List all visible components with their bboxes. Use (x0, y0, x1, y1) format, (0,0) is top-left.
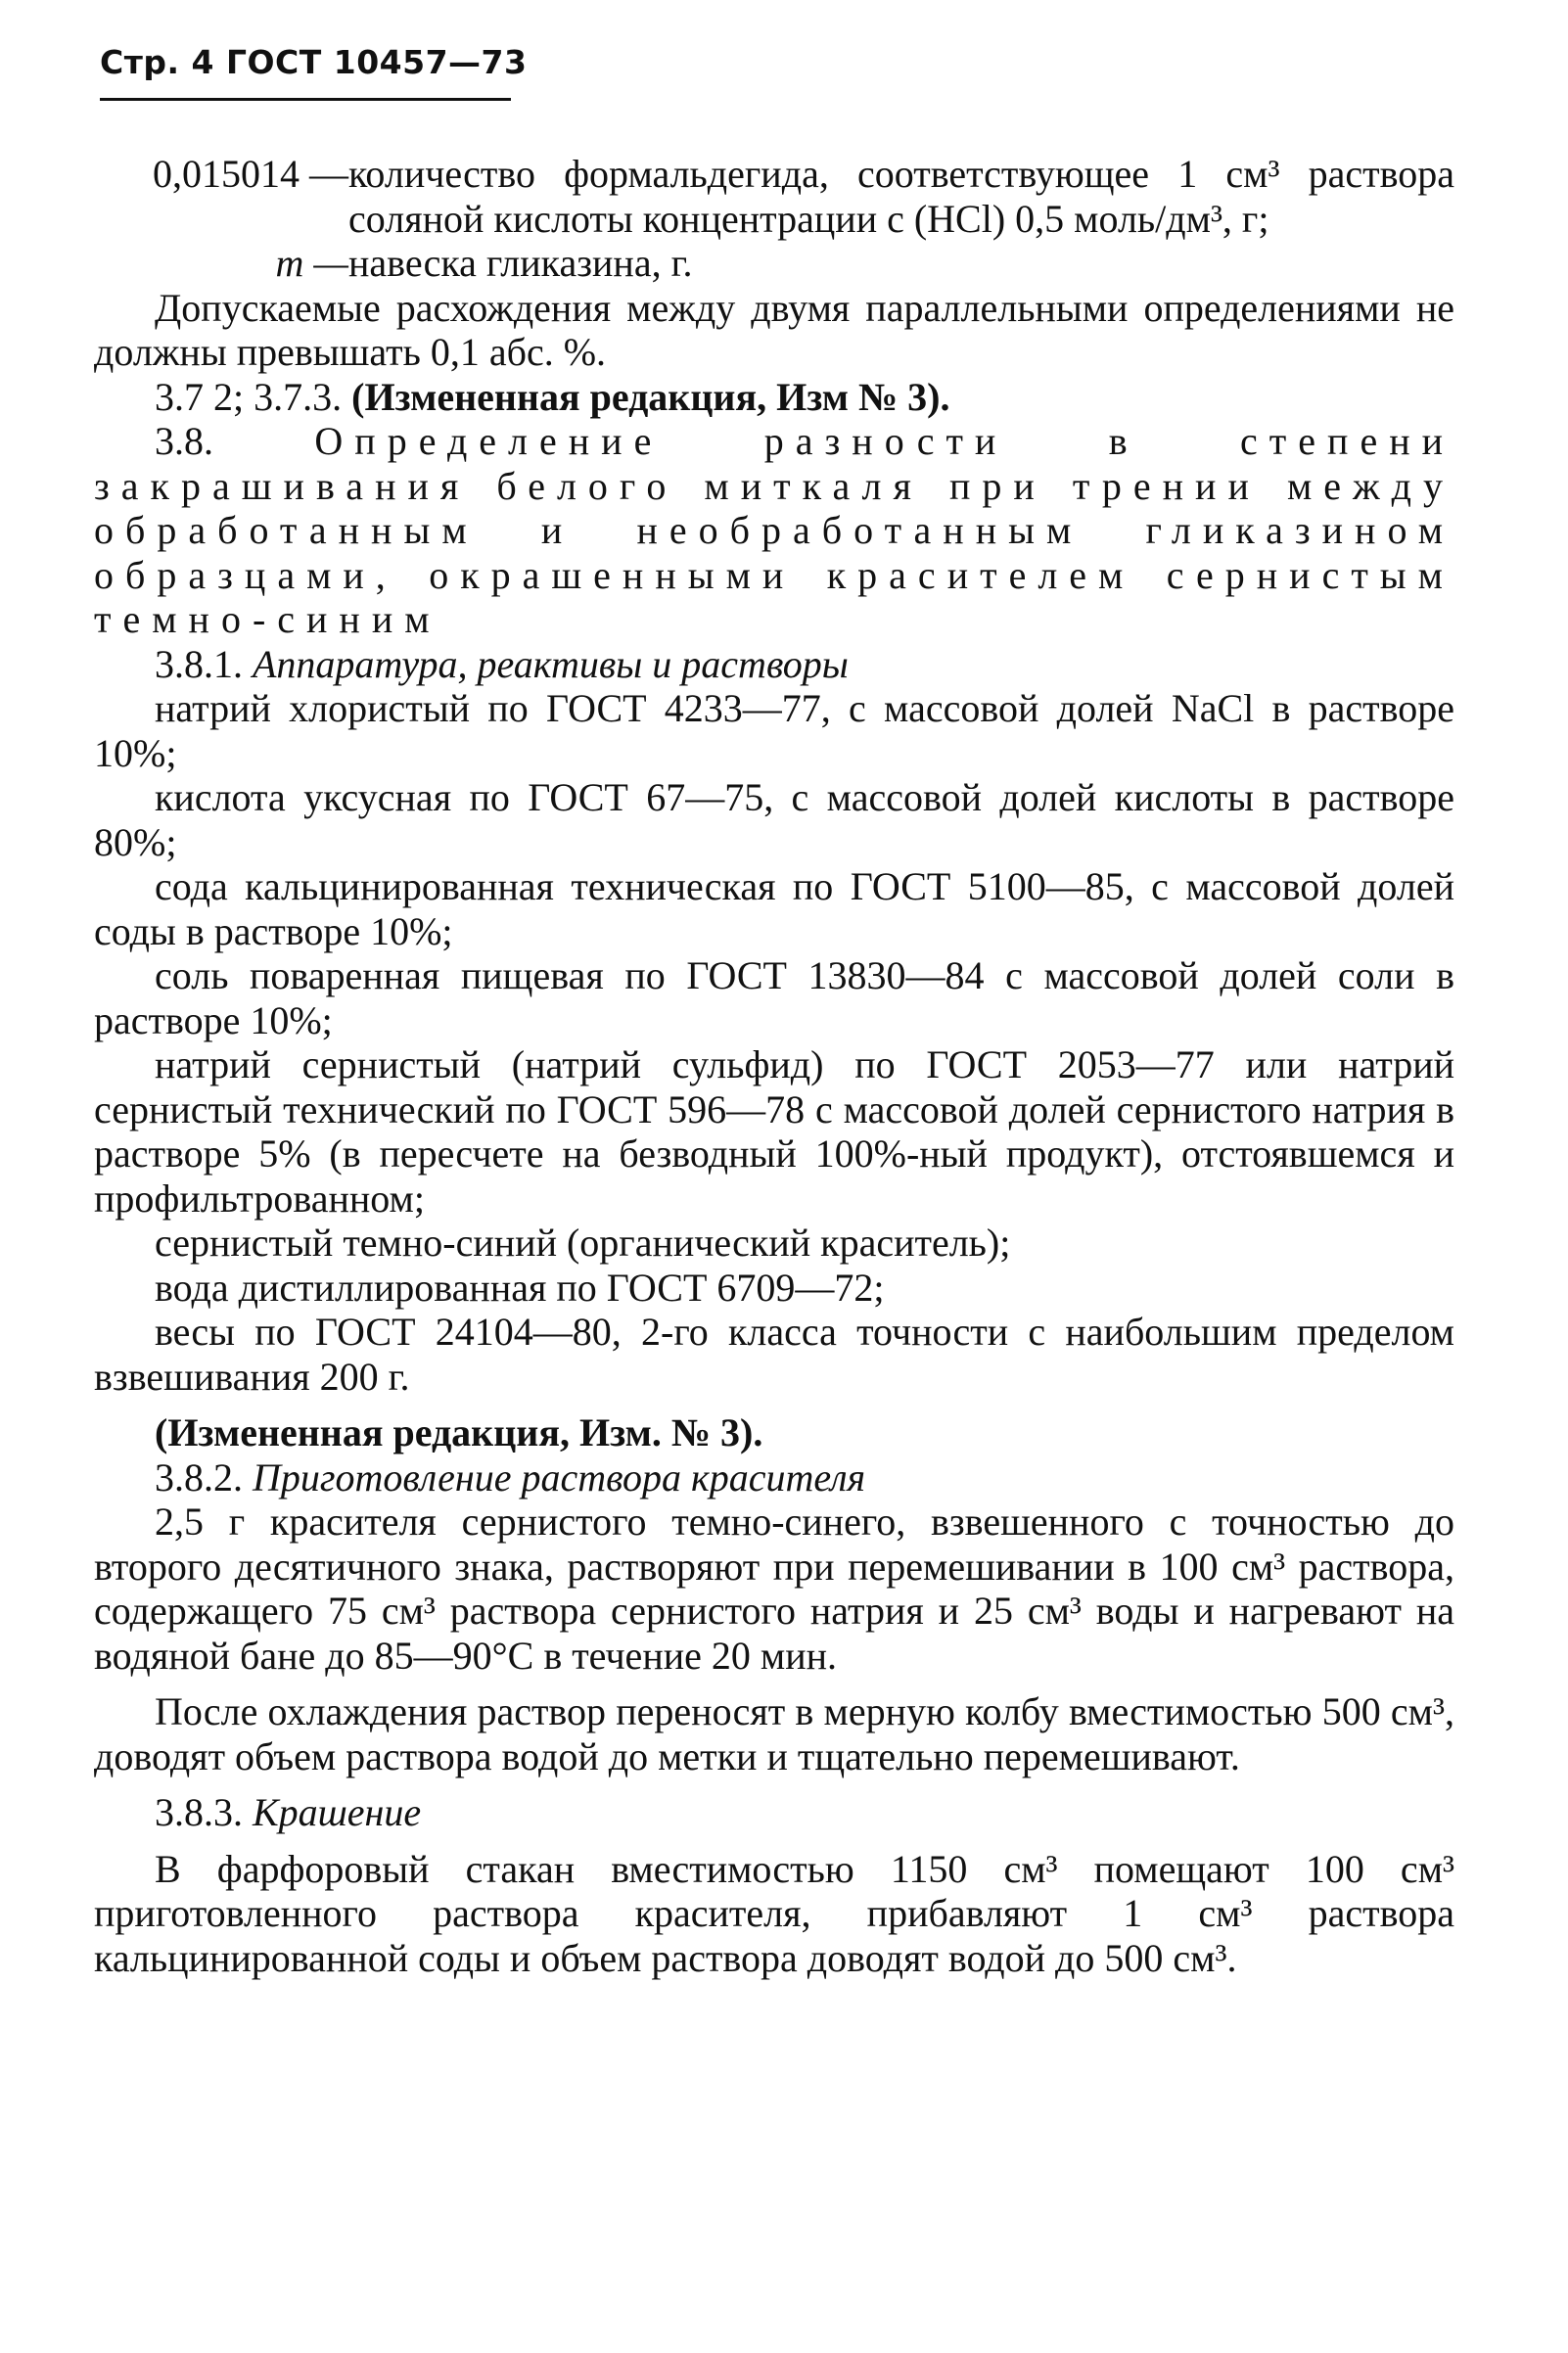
section-title: Приготовление раствора красителя (253, 1454, 866, 1499)
legend-text: количество формальдегида, соответствующее 1 см³ раствора соляной кислоты концентрации с (HCl) 0,5 моль/дм³, г; (348, 152, 1454, 241)
section-title: Аппаратура, реактивы и растворы (253, 641, 849, 686)
reagent-item: натрий сернистый (натрий сульфид) по ГОСТ 2053—77 или натрий сернистый технический по ГОСТ 596—78 с массовой долей сернистого натрия в растворе 5% (в пересчете на безводный 100%-ный продукт), отстоявшемся и профильтрованном; (94, 1042, 1454, 1221)
reagent-item: соль поваренная пищевая по ГОСТ 13830—84 с массовой долей соли в растворе 10%; (94, 953, 1454, 1042)
reagent-item: сода кальцинированная техническая по ГОСТ 5100—85, с массовой долей соды в растворе 10%; (94, 864, 1454, 953)
reagent-item: кислота уксусная по ГОСТ 67—75, с массовой долей кислоты в растворе 80%; (94, 775, 1454, 864)
section-3-8-heading (94, 419, 1454, 642)
amendment-text: (Измененная редакция, Изм. № 3). (155, 1410, 763, 1454)
section-number: 3.8.1. (155, 641, 243, 686)
section-title: Определение разности в степени закрашивания белого миткаля при трении между обработанным и необработанным гликазином образцами, окрашенными красителем сернистым темно-синим (94, 419, 1455, 641)
legend-entry (94, 152, 1454, 241)
preparation-paragraph: После охлаждения раствор переносят в мерную колбу вместимостью 500 см³, доводят объем раствора водой до метки и тщательно перемешивают. (94, 1689, 1454, 1778)
tolerance-paragraph: Допускаемые расхождения между двумя параллельными определениями не должны превышать 0,1 абс. %. (94, 285, 1454, 374)
section-3-8-2-heading (94, 1455, 1454, 1500)
legend-text: навеска гликазина, г. (348, 241, 693, 285)
page-header: Стр. 4 ГОСТ 10457—73 (100, 43, 528, 81)
reagent-item: весы по ГОСТ 24104—80, 2-го класса точности с наибольшим пределом взвешивания 200 г. (94, 1310, 1454, 1399)
amendment-sections: 3.7 2; 3.7.3. (155, 374, 343, 419)
section-3-8-1-heading (94, 642, 1454, 687)
legend-term: m — (275, 241, 348, 285)
reagent-item: натрий хлористый по ГОСТ 4233—77, с массовой долей NaCl в растворе 10%; (94, 686, 1454, 775)
amendment-note (94, 375, 1454, 420)
amendment-note (94, 1410, 1454, 1455)
dyeing-paragraph: В фарфоровый стакан вместимостью 1150 см³ помещают 100 см³ приготовленного раствора красителя, прибавляют 1 см³ раствора кальцинированной соды и объем раствора доводят водой до 500 см³. (94, 1846, 1454, 1980)
preparation-paragraph: 2,5 г красителя сернистого темно-синего, взвешенного с точностью до второго десятичного знака, растворяют при перемешивании в 100 см³ раствора, содержащего 75 см³ раствора сернистого натрия и 25 см³ воды и нагревают на водяной бане до 85—90°C в течение 20 мин. (94, 1499, 1454, 1678)
amendment-text: (Измененная редакция, Изм № 3). (351, 374, 950, 419)
section-number: 3.8. (155, 419, 213, 463)
reagent-item: сернистый темно-синий (органический краситель); (155, 1221, 1011, 1265)
section-3-8-3-heading (94, 1790, 1454, 1835)
header-divider (100, 98, 511, 101)
reagent-item: вода дистиллированная по ГОСТ 6709—72; (155, 1265, 885, 1310)
document-body (94, 152, 1454, 1980)
legend-term: 0,015014 — (153, 152, 348, 196)
section-title: Крашение (253, 1790, 422, 1834)
section-number: 3.8.3. (155, 1790, 243, 1834)
legend-entry (94, 241, 1454, 286)
section-number: 3.8.2. (155, 1454, 243, 1499)
